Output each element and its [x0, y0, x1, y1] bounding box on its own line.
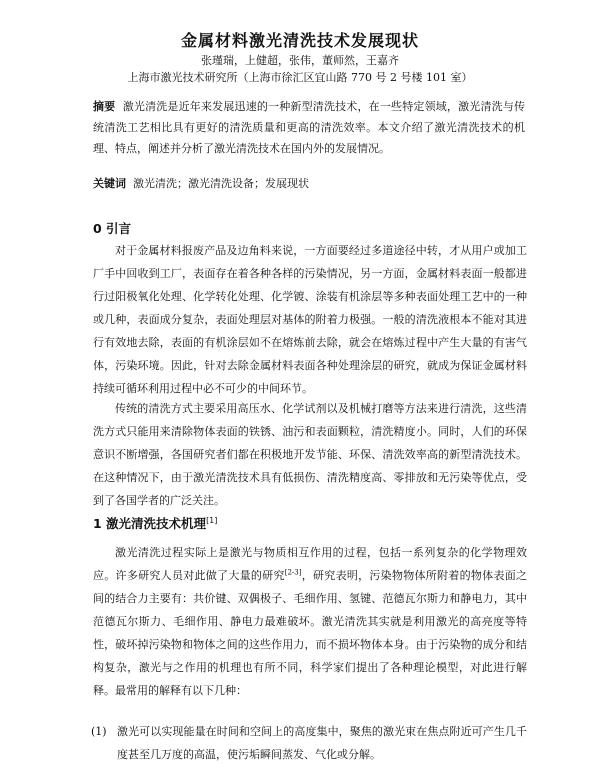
author-list: 张瑾瑞，上健超，张伟，董师然，王嘉齐 — [201, 54, 399, 67]
list-item-number: (1) — [91, 725, 107, 738]
abstract-label: 摘要 — [93, 100, 116, 113]
paragraph: 对于金属材料报废产品及边角料来说，一方面要经过多道途径中转，才从用户或加工厂手中回收到工厂，表面存在着各种各样的污染情况，另一方面，金属材料表面一般都进行过阳极氧化处理、化学转化处理、化学镀、涂装有机涂层等多种表面处理工艺中的一种或几种，表面成分复杂，表面处理层对基体的附着力极强。一般的清洗液根本不能对其进行有效地去除，表面的有机涂层如不在熔炼前去除，就会在熔炼过程中产生大量的有害气体，污染环境。因此，针对去除金属材料表面各种处理涂层的研究，就成为保证金属材料持续可循环利用过程中必不可少的中间环节。 — [93, 244, 527, 395]
paragraph: 传统的清洗方式主要采用高压水、化学试剂以及机械打磨等方法来进行清洗，这些清洗方式只能用来清除物体表面的铁锈、油污和表面颗粒，清洗精度小。同时，人们的环保意识不断增强，各国研究者们都在积极地开发节能、环保、清洗效率高的新型清洗技术。在这种情况下，由于激光清洗技术具有低损伤、清洗精度高、零排放和无污染等优点，受到了各国学者的广泛关注。 — [93, 402, 527, 507]
abstract-text: 激光清洗是近年来发展迅速的一种新型清洗技术，在一些特定领域，激光清洗与传统清洗工艺相比具有更好的清洗质量和更高的清洗效率。本文介绍了激光清洗技术的机理、特点，阐述并分析了激光清洗技术在国内外的发展情况。 — [93, 100, 525, 155]
section-heading-text: 1 激光清洗技术机理 — [93, 516, 207, 531]
keywords — [93, 176, 525, 192]
citation-ref: [1] — [206, 515, 218, 525]
affiliation: 上海市激光技术研究所（上海市徐汇区宜山路 770 号 2 号楼 101 室） — [127, 71, 473, 84]
paper-title: 金属材料激光清洗技术发展现状 — [180, 31, 419, 50]
keywords-label: 关键词 — [93, 177, 126, 190]
citation-ref: [2-3] — [284, 568, 302, 577]
section-heading-introduction: 0 引言 — [93, 221, 132, 236]
paragraph — [93, 541, 527, 702]
abstract — [93, 96, 525, 159]
list-item — [91, 720, 527, 766]
paragraph-text: ，研究表明，污染物物体所附着的物体表面之间的结合力主要有：共价键、双偶极子、毛细作用、氢键、范德瓦尔斯力和静电力，其中范德瓦尔斯力、毛细作用、静电力最难破坏。激光清洗其实就是利用激光的高亮度等特性，破坏掉污染物和物体之间的这些作用力，而不损坏物体本身。由于污染物的成分和结构复杂，激光与之作用的机理也有所不同，科学家们提出了各种理论模型，对此进行解释。最常用的解释有以下几种： — [93, 569, 528, 697]
section-heading-mechanism — [93, 514, 217, 532]
list-item-text: 激光可以实现能量在时间和空间上的高度集中，聚焦的激光束在焦点附近可产生几千度甚至几万度的高温，使污垢瞬间蒸发、气化或分解。 — [117, 725, 527, 761]
keywords-text: 激光清洗；激光清洗设备；发展现状 — [133, 177, 309, 190]
paragraph-text: 激光清洗过程实际上是激光与物质相互作用的过程，包括一系列复杂的化学物理效应。许多研究人员对此做了大量的研究 — [93, 546, 527, 582]
